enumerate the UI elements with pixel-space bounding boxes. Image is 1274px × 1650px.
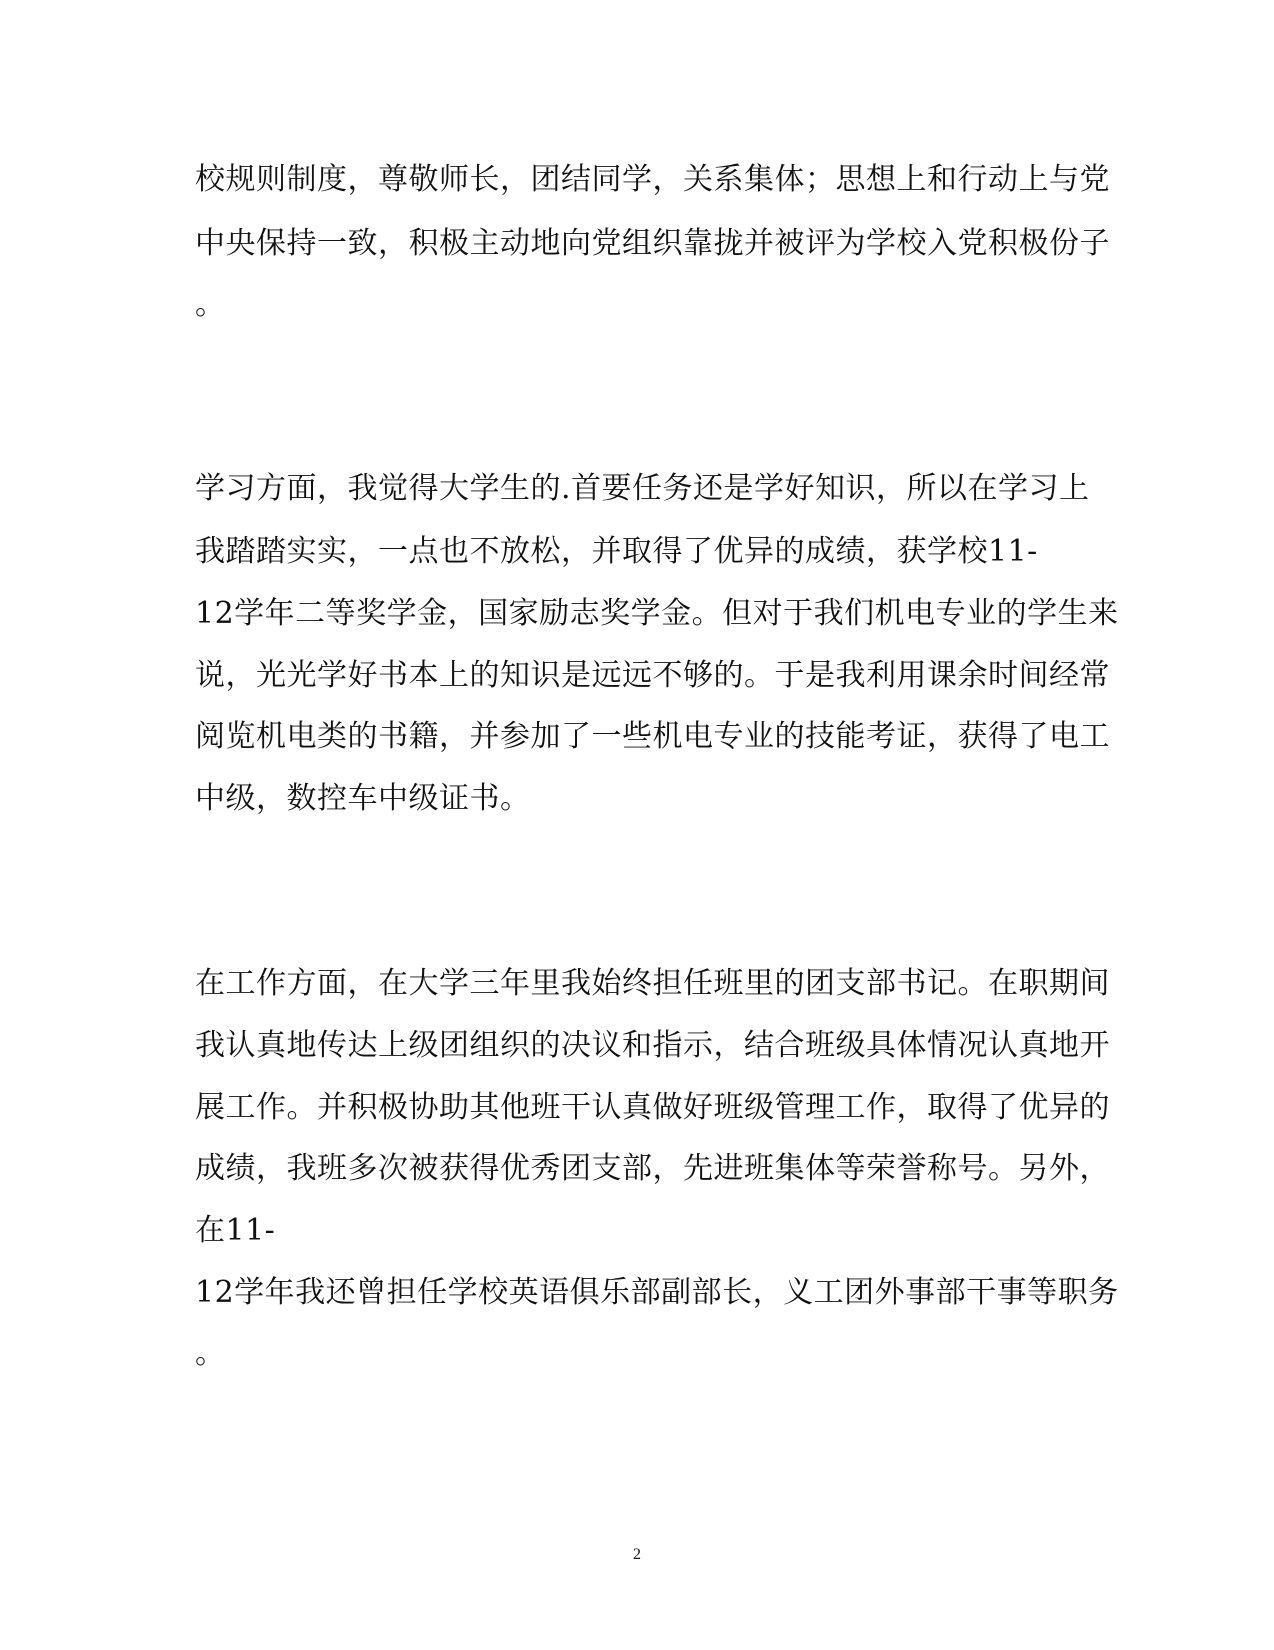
paragraph-3-line-6: 12学年我还曾担任学校英语俱乐部副部长，义工团外事部干事等职务 (195, 1275, 1119, 1310)
paragraph-1-line-2: 中央保持一致，积极主动地向党组织靠拢并被评为学校入党积极份子 (195, 226, 1110, 261)
paragraph-3-line-3: 展工作。并积极协助其他班干认真做好班级管理工作，取得了优异的 (195, 1090, 1110, 1125)
paragraph-3-line-4: 成绩，我班多次被获得优秀团支部，先进班集体等荣誉称号。另外， (195, 1151, 1110, 1186)
paragraph-1-line-3: 。 (195, 287, 226, 322)
paragraph-2-line-5: 阅览机电类的书籍，并参加了一些机电专业的技能考证，获得了电工 (195, 719, 1110, 754)
paragraph-3-line-7: 。 (195, 1336, 226, 1371)
paragraph-3-line-1: 在工作方面，在大学三年里我始终担任班里的团支部书记。在职期间 (195, 966, 1110, 1001)
page-number: 2 (633, 1546, 641, 1563)
paragraph-2-line-3: 12学年二等奖学金，国家励志奖学金。但对于我们机电专业的学生来 (195, 596, 1119, 631)
paragraph-2-line-1: 学习方面，我觉得大学生的.首要任务还是学好知识，所以在学习上 (195, 471, 1090, 506)
paragraph-2-line-6: 中级，数控车中级证书。 (195, 781, 531, 816)
paragraph-2-line-4: 说，光光学好书本上的知识是远远不够的。于是我利用课余时间经常 (195, 658, 1110, 693)
paragraph-2-line-2: 我踏踏实实，一点也不放松，并取得了优异的成绩，获学校11- (195, 534, 1038, 569)
paragraph-3-line-2: 我认真地传达上级团组织的决议和指示，结合班级具体情况认真地开 (195, 1028, 1110, 1063)
paragraph-3-line-5: 在11- (195, 1213, 276, 1248)
paragraph-1-line-1: 校规则制度，尊敬师长，团结同学，关系集体；思想上和行动上与党 (195, 162, 1110, 197)
